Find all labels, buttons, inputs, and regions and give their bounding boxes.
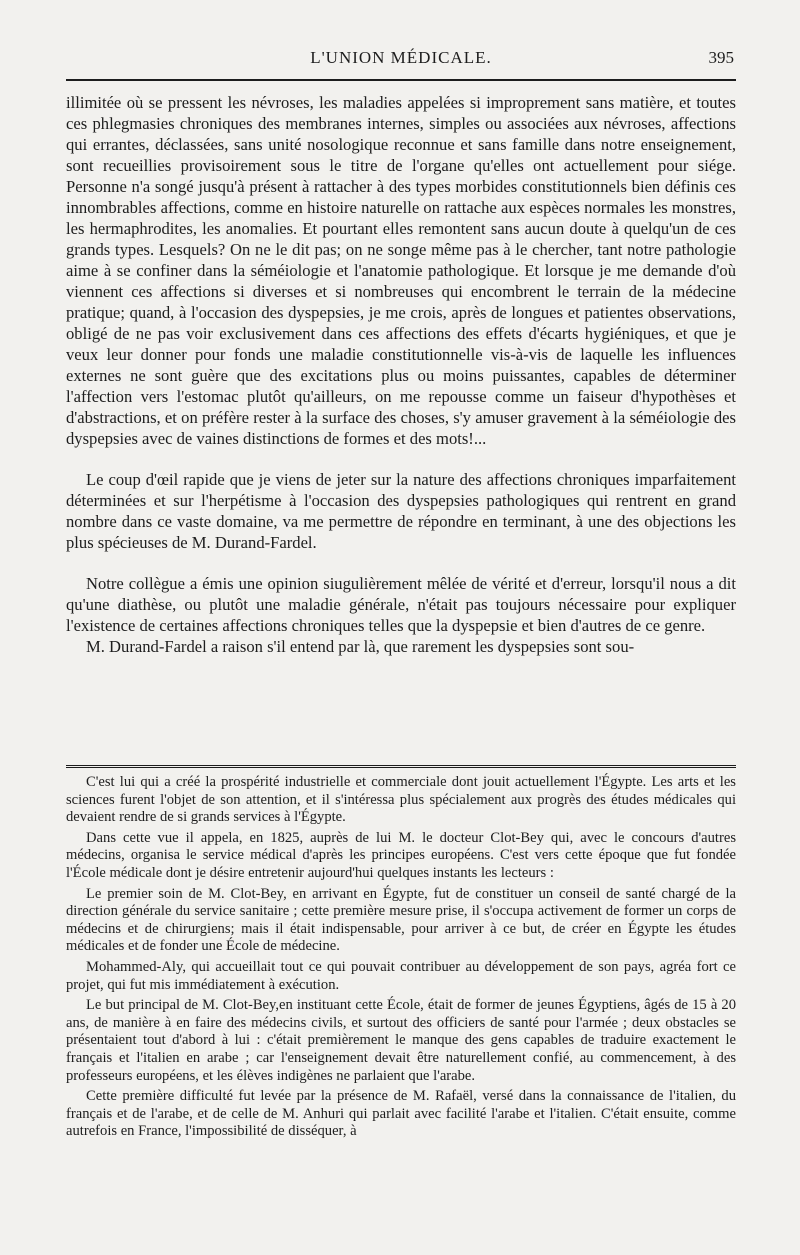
main-text <box>66 92 736 657</box>
feuilleton-text <box>66 774 736 1144</box>
feuilleton-paragraph-4: Mohammed-Aly, qui accueillait tout ce qui pouvait contribuer au développement de son pays, agréa fort ce projet, qui fut mis immédiatement à exécution. <box>66 958 736 993</box>
paragraph-4: M. Durand-Fardel a raison s'il entend par là, que rarement les dyspepsies sont sou- <box>86 637 635 656</box>
paragraph-1: illimitée où se pressent les névroses, les maladies appelées si improprement sans matière, et toutes ces phlegmasies chroniques des membranes internes, simples ou associées aux névroses, affections qui errantes, déclassées, sans unité nosologique reconnue et sans famille dans notre enseignement, sont recueillies provisoirement sous le titre de l'organe qu'elles ont actuellement pour siége. Personne n'a songé jusqu'à présent à rattacher à des types morbides constitutionnels bien définis ces innombrables affections, comme en histoire naturelle on rattache aux espèces normales les monstres, les hermaphrodites, les anomalies. Et pourtant elles remontent sans aucun doute à quelqu'un de ces grands types. Lesquels? On ne le dit pas; on ne songe même pas à le chercher, tant notre pathologie aime à se confiner dans la séméiologie et l'anatomie pathologique. Et lorsque je me demande d'où viennent ces affections si diverses et si nombreuses qui encombrent le terrain de la médecine pratique; quand, à l'occasion des dyspepsies, je me crois, après de longues et patientes observations, obligé de ne pas voir exclusivement dans ces affections des effets d'écarts hygiéniques, et que je veux leur donner pour fonds une maladie constitutionnelle vis-à-vis de laquelle les influences externes ne sont guère que des excitations plus ou moins puissantes, capables de déterminer l'affection vers l'estomac plutôt qu'ailleurs, on me repousse comme un faiseur d'hypothèses et d'abstractions, et on préfère rester à la surface des choses, s'y amuser gravement à la séméiologie des dyspepsies avec de vaines distinctions de formes et des mots!... <box>66 93 736 448</box>
paragraph-3: Notre collègue a émis une opinion siugulièrement mêlée de vérité et d'erreur, lorsqu'il nous a dit qu'une diathèse, ou plutôt une maladie générale, n'était pas toujours nécessaire pour expliquer l'existence de certaines affections chroniques telles que la dyspepsie et bien d'autres de ce genre. <box>66 574 736 635</box>
running-header <box>66 0 736 66</box>
feuilleton-paragraph-5: Le but principal de M. Clot-Bey,en instituant cette École, était de former de jeunes Égyptiens, âgés de 15 à 20 ans, de manière à en faire des médecins civils, et surtout des officiers de santé pour l'armée ; deux obstacles se présentaient tout d'abord à lui : c'était premièrement le manque des gens capables de traduire exactement le français et l'italien en arabe ; car l'enseignement devait être naturellement confié, au commencement, à des professeurs européens, et les élèves indigènes ne parlaient que l'arabe. <box>66 997 736 1084</box>
feuilleton-paragraph-1: C'est lui qui a créé la prospérité industrielle et commerciale dont jouit actuellement l'Égypte. Les arts et les sciences furent l'objet de son attention, et il s'intéressa plus spécialement aux progrès des études médicales qui devaient rendre de si grands services à l'Égypte. <box>66 774 736 826</box>
feuilleton-divider <box>66 765 736 771</box>
journal-title: L'UNION MÉDICALE. <box>310 48 492 67</box>
feuilleton-paragraph-6: Cette première difficulté fut levée par la présence de M. Rafaël, versé dans la connaissance de l'italien, du français et de l'arabe, et de celle de M. Anhuri qui parlait avec facilité l'arabe et l'italien. C'était ensuite, comme autrefois en France, l'impossibilité de disséquer, à <box>66 1088 736 1140</box>
page-number: 395 <box>708 48 734 67</box>
feuilleton-paragraph-3: Le premier soin de M. Clot-Bey, en arrivant en Égypte, fut de constituer un conseil de santé chargé de la direction générale du service sanitaire ; cette première mesure prise, il s'occupa activement de former un corps de médecins et de chirurgiens; mais il était indispensable, pour arriver à ce but, de créer en Égypte les études médicales et de fonder une École de médecine. <box>66 885 736 955</box>
paragraph-2: Le coup d'œil rapide que je viens de jeter sur la nature des affections chroniques imparfaitement déterminées et sur l'herpétisme à l'occasion des dyspepsies pathologiques qui rentrent en grand nombre dans ce vaste domaine, va me permettre de répondre en terminant, à une des objections les plus spécieuses de M. Durand-Fardel. <box>66 470 736 552</box>
header-rule <box>66 79 736 81</box>
feuilleton-paragraph-2: Dans cette vue il appela, en 1825, auprès de lui M. le docteur Clot-Bey qui, avec le concours d'autres médecins, organisa le service médical d'après les principes européens. C'est vers cette époque que fut fondée l'École médicale dont je désire entretenir aujourd'hui quelques instants les lecteurs : <box>66 829 736 881</box>
